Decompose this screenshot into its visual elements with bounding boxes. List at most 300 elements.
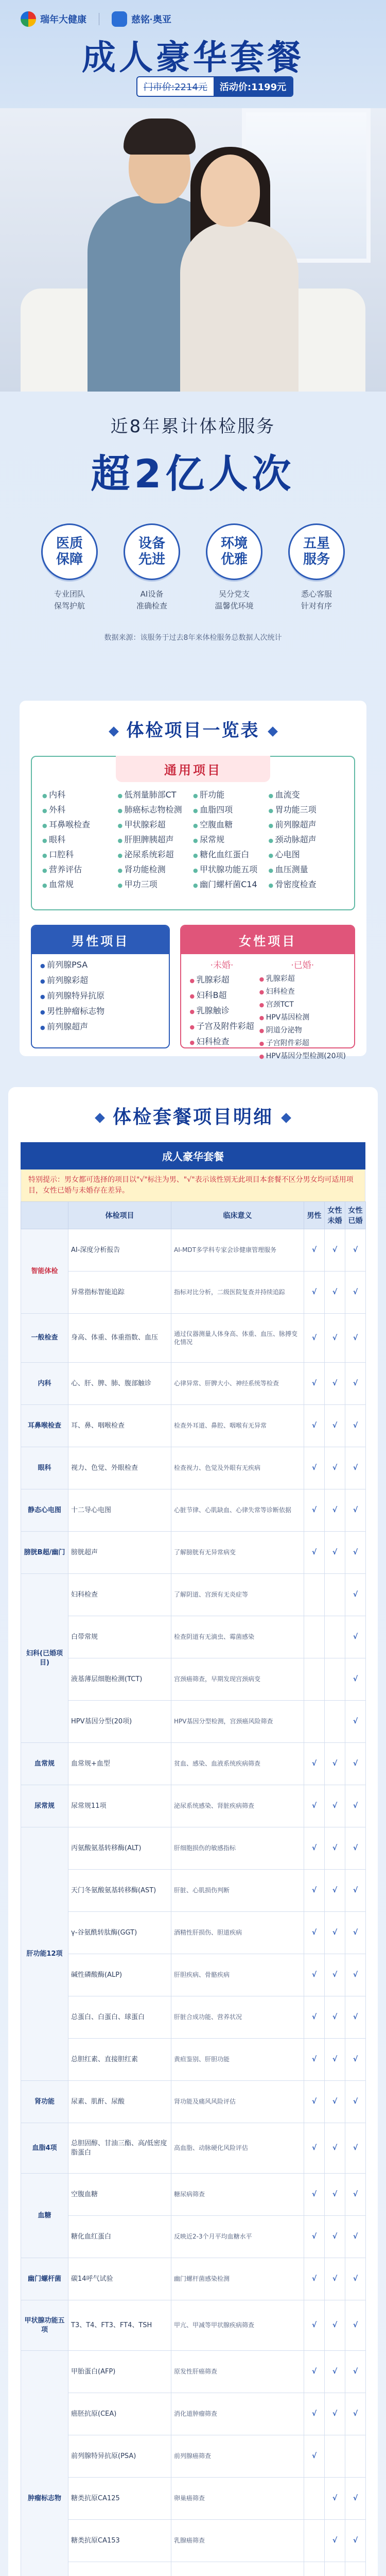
list-item: ● 乳腺彩超	[189, 973, 254, 988]
table-cell-category: 尿常规	[21, 1785, 68, 1827]
table-cell-female-married	[345, 2435, 366, 2478]
package-table-note: 特别提示：男女都可选择的项目以"√"标注为男、"√"表示该性别无此项目本套餐不区分男女均可适用项目，女性已婚与未婚存在差异。	[21, 1170, 365, 1201]
table-cell-meaning: 前列腺癌筛查	[171, 2435, 304, 2478]
female-items-title: 女性项目	[181, 926, 354, 954]
brand-logo-icon	[21, 11, 36, 27]
table-cell-category: 膀胱B超/幽门	[21, 1532, 68, 1574]
list-item: ● 子宫附件彩超	[259, 1037, 346, 1050]
table-cell-female-unmarried: √	[325, 1532, 345, 1574]
table-cell-meaning: 反映近2-3个月平均血糖水平	[171, 2216, 304, 2258]
table-row	[21, 1489, 366, 1532]
list-item: ● 肝胆脾胰超声	[118, 833, 194, 848]
overview-panel	[20, 701, 366, 1060]
table-cell-male: √	[304, 2300, 325, 2351]
list-item: ● 骨密度检查	[269, 877, 344, 892]
table-cell-item: 心、肝、脾、肺、腹部触诊	[68, 1363, 171, 1405]
table-cell-male: √	[304, 1785, 325, 1827]
table-cell-male	[304, 2562, 325, 2576]
table-cell-female-married: √	[345, 1314, 366, 1363]
female-married-column	[259, 958, 346, 1063]
table-cell-female-unmarried	[325, 1701, 345, 1743]
table-cell-female-unmarried: √	[325, 2216, 345, 2258]
table-cell-category: 幽门螺杆菌	[21, 2258, 68, 2300]
table-cell-female-unmarried: √	[325, 1743, 345, 1785]
detail-title-text: 体检套餐项目明细	[112, 1107, 273, 1128]
table-cell-female-unmarried	[325, 2435, 345, 2478]
feature-item	[124, 523, 180, 612]
partner-logo-text: 慈铭·奥亚	[131, 14, 171, 25]
list-item: ● 肺癌标志物检测	[118, 803, 194, 818]
list-item: ● 乳腺触诊	[189, 1004, 254, 1019]
table-cell-item: 耳、鼻、咽喉检查	[68, 1405, 171, 1447]
table-cell-meaning: 检查外耳道、鼻腔、咽喉有无异常	[171, 1405, 304, 1447]
table-cell-male: √	[304, 1229, 325, 1272]
table-cell-female-married: √	[345, 1447, 366, 1489]
table-cell-meaning: 心律异常、肝脾大小、神经系统等检查	[171, 1363, 304, 1405]
table-cell-female-unmarried: √	[325, 1229, 345, 1272]
table-cell-category: 内科	[21, 1363, 68, 1405]
table-cell-female-married: √	[345, 1574, 366, 1616]
table-row	[21, 2039, 366, 2081]
table-cell-female-married: √	[345, 1743, 366, 1785]
list-item: ● 糖化血红蛋白	[193, 848, 269, 862]
diamond-icon	[268, 726, 278, 737]
feature-list	[0, 523, 386, 612]
table-cell-female-married: √	[345, 1785, 366, 1827]
header-meaning: 临床意义	[171, 1202, 304, 1229]
table-cell-male: √	[304, 1532, 325, 1574]
table-cell-female-unmarried: √	[325, 2258, 345, 2300]
table-cell-female-married: √	[345, 1489, 366, 1532]
table-cell-item: 视力、色觉、外眼检查	[68, 1447, 171, 1489]
list-item: ● 阴道分泌物	[259, 1024, 346, 1037]
man-figure-hair	[124, 118, 196, 155]
table-cell-female-unmarried: √	[325, 1314, 345, 1363]
table-cell-female-unmarried: √	[325, 2123, 345, 2174]
brand-logo-text: 瑞年大健康	[40, 14, 86, 25]
list-item: ● 妇科检查	[259, 986, 346, 998]
table-cell-male	[304, 1658, 325, 1701]
table-cell-female-unmarried: √	[325, 2039, 345, 2081]
table-cell-female-married: √	[345, 2520, 366, 2562]
table-cell-meaning: 肝脏、心肌损伤判断	[171, 1870, 304, 1912]
list-item: ● 外科	[42, 803, 118, 818]
feature-item	[206, 523, 262, 612]
general-items-title: 通用项目	[116, 756, 270, 782]
table-cell-category: 血糖	[21, 2174, 68, 2258]
table-cell-female-unmarried: √	[325, 1405, 345, 1447]
table-cell-male: √	[304, 2258, 325, 2300]
table-cell-male: √	[304, 1827, 325, 1870]
table-cell-meaning: 检查视力、色觉及外眼有无疾病	[171, 1447, 304, 1489]
list-item: ● 颈动脉超声	[269, 833, 344, 848]
list-item: ● 肾功能检测	[118, 862, 194, 877]
table-cell-item: 碳14呼气试验	[68, 2258, 171, 2300]
table-cell-meaning: 宫颈癌筛查，早期发现宫颈病变	[171, 1658, 304, 1701]
table-row	[21, 1229, 366, 1272]
list-item: ● 血脂四项	[193, 803, 269, 818]
general-items-box	[31, 756, 355, 910]
table-cell-category: 甲状腺功能五项	[21, 2300, 68, 2351]
table-cell-male: √	[304, 2039, 325, 2081]
table-cell-male: √	[304, 1363, 325, 1405]
table-cell-meaning: 贫血、感染、血液系统疾病筛查	[171, 1743, 304, 1785]
table-cell-meaning: 通过仪器测量人体身高、体重、血压、脉搏变化情况	[171, 1314, 304, 1363]
table-cell-item: 身高、体重、体重指数、血压	[68, 1314, 171, 1363]
table-cell-female-married: √	[345, 2300, 366, 2351]
table-cell-female-unmarried: √	[325, 1489, 345, 1532]
table-cell-meaning: 指标对比分析，二级医院复查并持续追踪	[171, 1272, 304, 1314]
list-item: ● 子宫及附件彩超	[189, 1019, 254, 1035]
feature-desc: AI设备 准确检查	[136, 589, 167, 611]
table-cell-meaning: 原发性肝癌筛查	[171, 2351, 304, 2393]
table-cell-female-unmarried	[325, 1616, 345, 1658]
table-row	[21, 2300, 366, 2351]
table-row	[21, 1870, 366, 1912]
diamond-icon	[95, 1113, 105, 1123]
list-item: ● 甲状腺功能五项	[193, 862, 269, 877]
table-cell-female-unmarried: √	[325, 1827, 345, 1870]
table-header-row	[21, 1202, 366, 1229]
table-cell-item: 尿素、肌酐、尿酸	[68, 2081, 171, 2123]
table-row	[21, 2123, 366, 2174]
feature-desc: 吴分党支 温馨优环境	[215, 589, 254, 611]
table-row	[21, 2258, 366, 2300]
table-cell-meaning: 幽门螺杆菌感染检测	[171, 2258, 304, 2300]
table-cell-male: √	[304, 2123, 325, 2174]
table-cell-item: 糖类抗原CA125	[68, 2478, 171, 2520]
table-cell-male: √	[304, 1954, 325, 1996]
partner-logo-icon	[112, 11, 127, 27]
detail-panel	[8, 1087, 378, 2576]
list-item: ● 内科	[42, 788, 118, 803]
table-cell-item: 糖化血红蛋白	[68, 2216, 171, 2258]
header-female-married: 女性已婚	[345, 1202, 366, 1229]
table-cell-female-unmarried: √	[325, 1954, 345, 1996]
list-item: ● 妇科B超	[189, 988, 254, 1004]
table-cell-item: 血常规+血型	[68, 1743, 171, 1785]
female-unmarried-column	[189, 958, 254, 1063]
table-cell-female-unmarried: √	[325, 2393, 345, 2435]
female-unmarried-head: ·未婚·	[210, 960, 234, 971]
table-cell-male	[304, 2478, 325, 2520]
general-items-column	[269, 788, 344, 892]
female-married-list	[259, 973, 346, 1063]
male-items-title: 男性项目	[32, 926, 169, 954]
table-cell-female-married: √	[345, 2216, 366, 2258]
list-item: ● 心电图	[269, 848, 344, 862]
male-items-box	[31, 925, 170, 1048]
table-cell-female-married: √	[345, 1658, 366, 1701]
header-female-unmarried: 女性未婚	[325, 1202, 345, 1229]
diamond-icon	[281, 1113, 291, 1123]
table-cell-meaning: AI-MDT多学科专家会诊健康管理服务	[171, 1229, 304, 1272]
table-cell-meaning: 肝胆疾病、骨骼疾病	[171, 1954, 304, 1996]
table-cell-category: 肝功能12项	[21, 1827, 68, 2081]
table-cell-item: 妇科检查	[68, 1574, 171, 1616]
list-item: ● 尿常规	[193, 833, 269, 848]
female-married-head: ·已婚·	[291, 960, 314, 971]
female-unmarried-list	[189, 973, 254, 1050]
table-cell-female-unmarried: √	[325, 1870, 345, 1912]
table-cell-female-unmarried: √	[325, 2300, 345, 2351]
table-cell-item: 前列腺特异抗原(PSA)	[68, 2435, 171, 2478]
list-item: ● 营养评估	[42, 862, 118, 877]
table-cell-meaning: HPV基因分型检测，宫颈癌风险筛查	[171, 1701, 304, 1743]
table-cell-category: 肾功能	[21, 2081, 68, 2123]
table-row	[21, 1701, 366, 1743]
table-cell-female-unmarried: √	[325, 2351, 345, 2393]
table-row	[21, 2478, 366, 2520]
list-item: ● 泌尿系统彩超	[118, 848, 194, 862]
table-cell-category: 智能体检	[21, 1229, 68, 1314]
header-category	[21, 1202, 68, 1229]
list-item: ● 乳腺彩超	[259, 973, 346, 986]
stats-subtitle: 近8年累计体检服务	[110, 416, 276, 437]
list-item: ● 甲状腺彩超	[118, 818, 194, 833]
table-cell-category: 静态心电图	[21, 1489, 68, 1532]
table-cell-meaning: 了解膀胱有无异常病变	[171, 1532, 304, 1574]
gender-items-row	[31, 925, 355, 1060]
table-row	[21, 1996, 366, 2039]
list-item: ● 血压测量	[269, 862, 344, 877]
list-item: ● 低剂量肺部CT	[118, 788, 194, 803]
list-item: ● 前列腺超声	[269, 818, 344, 833]
table-row	[21, 1314, 366, 1363]
list-item: ● 空腹血糖	[193, 818, 269, 833]
logo-row	[21, 11, 171, 27]
feature-item	[288, 523, 345, 612]
female-items-box	[180, 925, 355, 1060]
table-cell-item: AI-深度分析报告	[68, 1229, 171, 1272]
list-item: ● 前列腺PSA	[40, 958, 161, 973]
table-row	[21, 1616, 366, 1658]
table-cell-item: HPV基因分型(20项)	[68, 1701, 171, 1743]
table-cell-meaning: 酒精性肝损伤、胆道疾病	[171, 1912, 304, 1954]
table-cell-male: √	[304, 2435, 325, 2478]
list-item: ● 血常规	[42, 877, 118, 892]
table-row	[21, 2562, 366, 2576]
table-cell-male: √	[304, 2393, 325, 2435]
table-cell-female-unmarried: √	[325, 1272, 345, 1314]
table-cell-male: √	[304, 1870, 325, 1912]
list-item: ● 前列腺超声	[40, 1020, 161, 1035]
table-cell-female-unmarried: √	[325, 2174, 345, 2216]
sale-price-value: 1199元	[251, 82, 287, 93]
list-item: ● 前列腺特异抗原	[40, 989, 161, 1004]
table-cell-category: 耳鼻喉检查	[21, 1405, 68, 1447]
sale-price-label: 活动价:	[219, 82, 252, 93]
original-price: 门市价:2214元	[137, 77, 214, 96]
table-cell-male	[304, 1701, 325, 1743]
table-cell-female-married: √	[345, 2081, 366, 2123]
overview-title	[20, 701, 366, 741]
table-cell-female-married: √	[345, 2393, 366, 2435]
table-row	[21, 1743, 366, 1785]
table-cell-meaning: 黄疸鉴别、肝胆功能	[171, 2039, 304, 2081]
table-cell-female-unmarried: √	[325, 2081, 345, 2123]
table-cell-male: √	[304, 2174, 325, 2216]
table-cell-female-married: √	[345, 1616, 366, 1658]
table-row	[21, 1363, 366, 1405]
table-cell-female-unmarried: √	[325, 1363, 345, 1405]
table-cell-item: 甲胎蛋白(AFP)	[68, 2351, 171, 2393]
table-cell-item: 总蛋白、白蛋白、球蛋白	[68, 1996, 171, 2039]
table-cell-female-married: √	[345, 2258, 366, 2300]
stats-note: 数据来源：该服务于过去8年来体检服务总数据人次统计	[104, 634, 282, 642]
table-cell-female-unmarried: √	[325, 2520, 345, 2562]
table-cell-female-unmarried: √	[325, 1447, 345, 1489]
feature-desc: 专业团队 保驾护航	[54, 589, 85, 611]
table-row	[21, 2081, 366, 2123]
table-cell-item: 天门冬氨酸氨基转移酶(AST)	[68, 1870, 171, 1912]
table-row	[21, 1405, 366, 1447]
table-cell-female-married: √	[345, 1363, 366, 1405]
table-cell-female-married: √	[345, 1827, 366, 1870]
table-cell-item: 尿常规11项	[68, 1785, 171, 1827]
table-row	[21, 1532, 366, 1574]
table-row	[21, 2520, 366, 2562]
overview-title-text: 体检项目一览表	[126, 720, 260, 741]
table-row	[21, 1272, 366, 1314]
table-cell-item: T3、T4、FT3、FT4、TSH	[68, 2300, 171, 2351]
table-cell-meaning: 检查阴道有无滴虫、霉菌感染	[171, 1616, 304, 1658]
list-item: ● 妇科检查	[189, 1035, 254, 1050]
package-table-title: 成人豪华套餐	[21, 1142, 365, 1170]
table-cell-item: 总胆红素、直接胆红素	[68, 2039, 171, 2081]
price-tag	[136, 76, 293, 97]
list-item: ● 幽门螺杆菌C14	[193, 877, 269, 892]
table-cell-female-married: √	[345, 1701, 366, 1743]
detail-title	[8, 1087, 378, 1129]
table-row	[21, 2435, 366, 2478]
table-cell-item: 白带常规	[68, 1616, 171, 1658]
table-cell-meaning: 心脏节律、心肌缺血、心律失常等诊断依据	[171, 1489, 304, 1532]
table-cell-female-unmarried: √	[325, 1785, 345, 1827]
general-items-column	[118, 788, 194, 892]
feature-badge: 设备 先进	[124, 523, 180, 580]
table-cell-item: 空腹血糖	[68, 2174, 171, 2216]
table-cell-female-married: √	[345, 1912, 366, 1954]
stats-headline: 超2亿人次	[91, 451, 295, 497]
table-row	[21, 1827, 366, 1870]
table-cell-male	[304, 2520, 325, 2562]
table-cell-item: 液基薄层细胞检测(TCT)	[68, 1658, 171, 1701]
table-cell-female-married: √	[345, 2351, 366, 2393]
header-item: 体检项目	[68, 1202, 171, 1229]
list-item: ● 眼科	[42, 833, 118, 848]
table-cell-female-married: √	[345, 1405, 366, 1447]
table-cell-male: √	[304, 2216, 325, 2258]
table-cell-category: 血脂4项	[21, 2123, 68, 2174]
table-cell-male	[304, 1616, 325, 1658]
table-cell-female-unmarried: √	[325, 1912, 345, 1954]
table-cell-male	[304, 1574, 325, 1616]
table-cell-male: √	[304, 1912, 325, 1954]
table-cell-category: 眼科	[21, 1447, 68, 1489]
table-cell-male: √	[304, 2351, 325, 2393]
table-cell-male: √	[304, 1743, 325, 1785]
table-cell-meaning: 肝脏合成功能、营养状况	[171, 1996, 304, 2039]
list-item: ● 甲功三项	[118, 877, 194, 892]
table-cell-female-unmarried	[325, 2562, 345, 2576]
table-cell-male: √	[304, 1489, 325, 1532]
table-cell-male: √	[304, 1996, 325, 2039]
table-cell-male: √	[304, 1405, 325, 1447]
feature-badge: 五星 服务	[288, 523, 345, 580]
table-cell-female-unmarried	[325, 1658, 345, 1701]
list-item: ● 前列腺彩超	[40, 973, 161, 989]
table-cell-meaning: 消化道肿瘤筛查	[171, 2393, 304, 2435]
list-item: ● 男性肿瘤标志物	[40, 1004, 161, 1020]
table-cell-meaning: 甲亢、甲减等甲状腺疾病筛查	[171, 2300, 304, 2351]
table-cell-female-married: √	[345, 2123, 366, 2174]
table-cell-female-married: √	[345, 2478, 366, 2520]
table-cell-female-unmarried: √	[325, 2478, 345, 2520]
general-items-column	[193, 788, 269, 892]
table-cell-female-married: √	[345, 1229, 366, 1272]
feature-badge: 环境 优雅	[206, 523, 262, 580]
woman-figure-body	[180, 222, 299, 392]
table-row	[21, 2216, 366, 2258]
table-row	[21, 1912, 366, 1954]
list-item: ● 耳鼻喉检查	[42, 818, 118, 833]
list-item: ● 胃功能三项	[269, 803, 344, 818]
table-cell-female-unmarried	[325, 1574, 345, 1616]
woman-figure-head	[201, 155, 260, 227]
list-item: ● HPV基因检测	[259, 1011, 346, 1024]
table-cell-female-married: √	[345, 1996, 366, 2039]
table-cell-meaning: 高血脂、动脉硬化风险评估	[171, 2123, 304, 2174]
table-row	[21, 1954, 366, 1996]
table-cell-female-unmarried: √	[325, 1996, 345, 2039]
table-cell-female-married: √	[345, 2174, 366, 2216]
table-cell-category: 一般检查	[21, 1314, 68, 1363]
table-cell-item: 碱性磷酸酶(ALP)	[68, 1954, 171, 1996]
table-body	[21, 1229, 366, 2576]
sale-price	[214, 77, 292, 96]
table-row	[21, 1447, 366, 1489]
table-cell-item: 异常指标智能追踪	[68, 1272, 171, 1314]
table-cell-category: 肿瘤标志物	[21, 2351, 68, 2576]
feature-badge: 医质 保障	[41, 523, 98, 580]
feature-desc: 悉心客服 针对有序	[301, 589, 332, 611]
table-row	[21, 2174, 366, 2216]
table-row	[21, 1574, 366, 1616]
list-item: ● HPV基因分型检测(20项)	[259, 1050, 346, 1063]
table-cell-male: √	[304, 1314, 325, 1363]
table-cell-item: 癌胚抗原(CEA)	[68, 2393, 171, 2435]
brand-logo	[21, 11, 86, 27]
table-cell-male: √	[304, 1272, 325, 1314]
table-cell-item: γ-谷氨酰转肽酶(GGT)	[68, 1912, 171, 1954]
table-cell-male: √	[304, 1447, 325, 1489]
table-cell-item: 十二导心电图	[68, 1489, 171, 1532]
table-cell-female-married: √	[345, 1272, 366, 1314]
table-cell-item: 膀胱超声	[68, 1532, 171, 1574]
page-title: 成人豪华套餐	[82, 38, 304, 77]
table-row	[21, 2393, 366, 2435]
partner-logo	[112, 11, 171, 27]
stats-section	[0, 392, 386, 706]
list-item: ● 血流变	[269, 788, 344, 803]
table-cell-category: 血常规	[21, 1743, 68, 1785]
male-items-list	[40, 958, 161, 1035]
table-cell-item: 丙氨酸氨基转移酶(ALT)	[68, 1827, 171, 1870]
female-items-columns	[189, 958, 346, 1063]
hero-banner	[0, 0, 386, 392]
table-cell-meaning: 肾功能及痛风风险评估	[171, 2081, 304, 2123]
